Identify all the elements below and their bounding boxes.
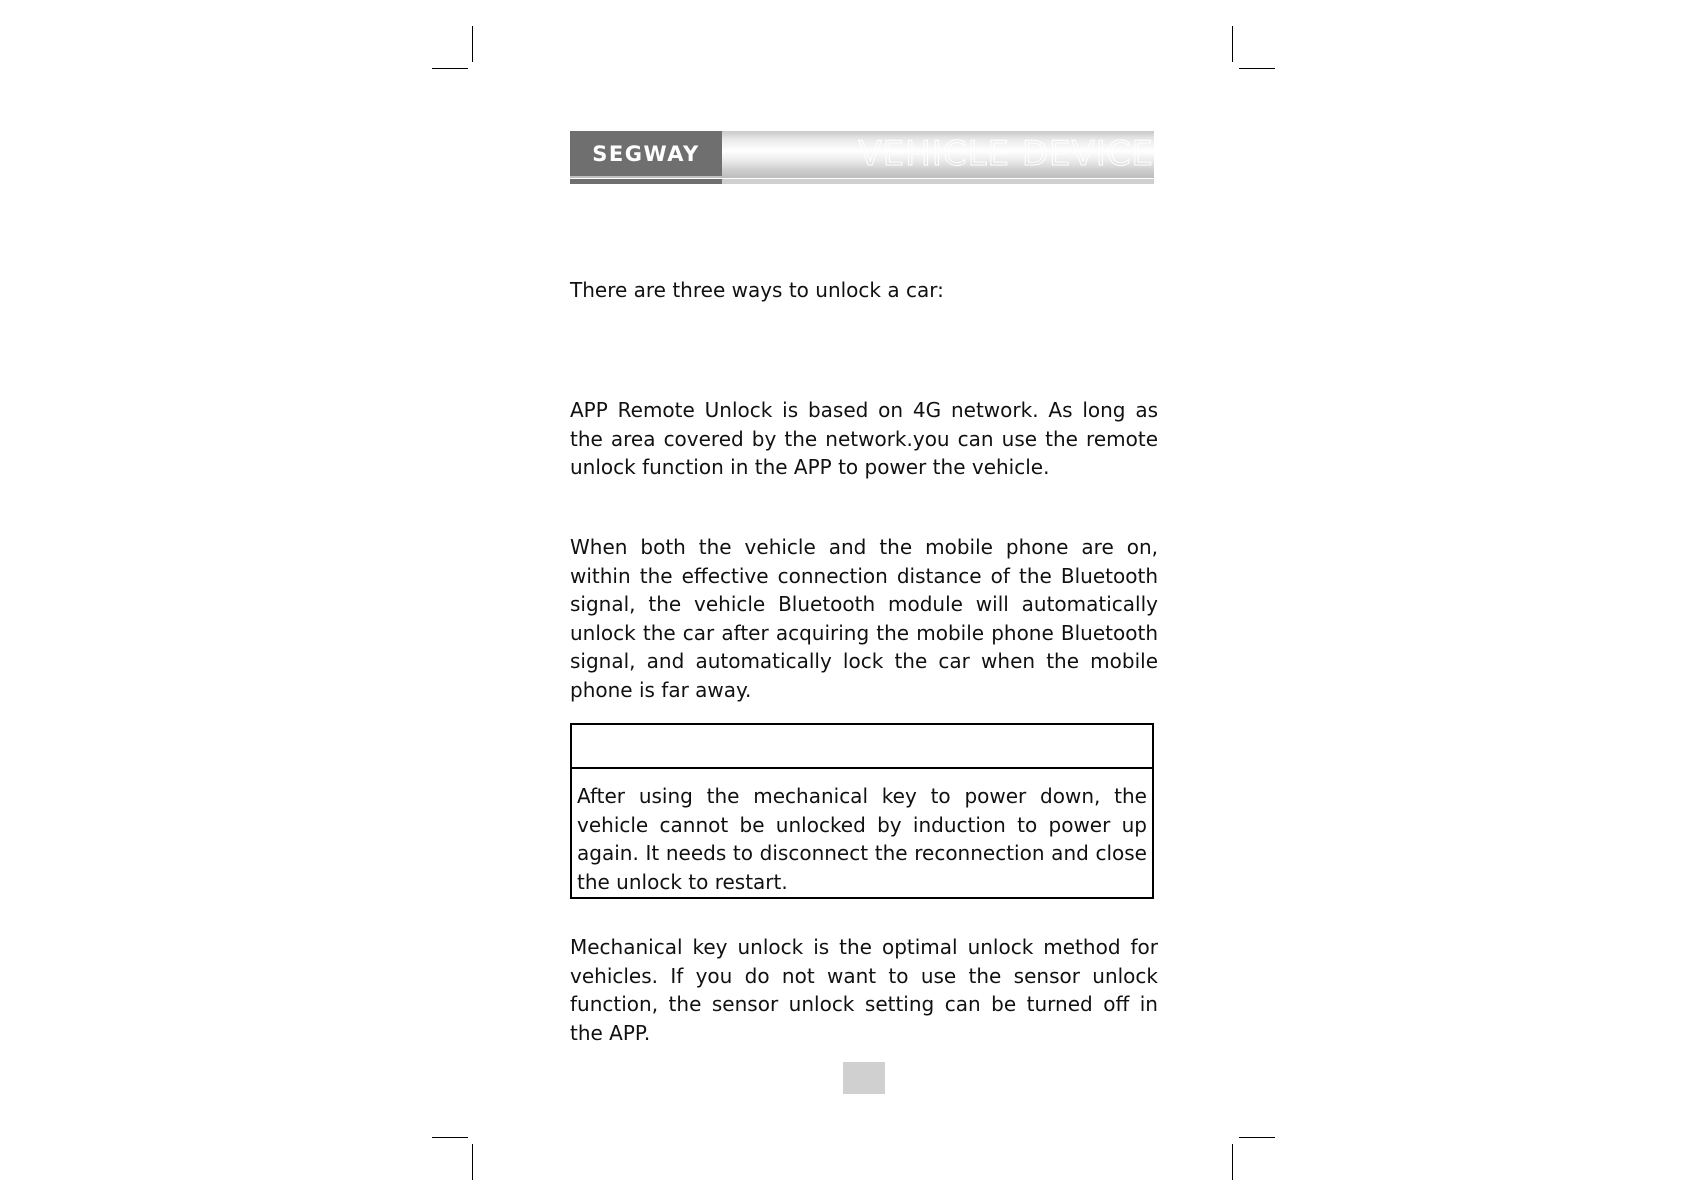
brand-logo-text: SEGWAY	[592, 141, 700, 166]
brand-logo	[570, 131, 722, 176]
header-underline-accent	[570, 179, 722, 184]
bluetooth-unlock-paragraph: When both the vehicle and the mobile phone are on, within the effective connection distance of the Bluetooth signal, the vehicle Bluetooth module will automatically unlock the car after acquiring the mobile phone Bluetooth signal, and automatically lock the car when the mobile phone is far away.	[570, 535, 1158, 702]
note-body: After using the mechanical key to power down, the vehicle cannot be unlocked by induction to power up again. It needs to disconnect the reconnection and close the unlock to restart.	[577, 784, 1147, 894]
crop-mark-top-left-vertical	[472, 26, 473, 62]
crop-mark-bottom-right-horizontal	[1239, 1137, 1275, 1138]
note-header	[572, 725, 1152, 769]
crop-mark-top-right-horizontal	[1239, 68, 1275, 69]
crop-mark-bottom-left-horizontal	[432, 1137, 468, 1138]
crop-mark-top-right-vertical	[1232, 26, 1233, 62]
mechanical-unlock-paragraph: Mechanical key unlock is the optimal unlock method for vehicles. If you do not want to use the sensor unlock function, the sensor unlock setting can be turned off in the APP.	[570, 935, 1158, 1045]
section-title: VEHICLE DEVICE	[858, 134, 1154, 174]
app-unlock-paragraph: APP Remote Unlock is based on 4G network. As long as the area covered by the network.you can use the remote unlock function in the APP to power the vehicle.	[570, 398, 1158, 479]
crop-mark-bottom-left-vertical	[472, 1144, 473, 1180]
note-box	[570, 723, 1154, 899]
page-number-marker	[843, 1062, 885, 1094]
crop-mark-top-left-horizontal	[432, 68, 468, 69]
intro-paragraph: There are three ways to unlock a car:	[570, 278, 944, 302]
crop-mark-bottom-right-vertical	[1232, 1144, 1233, 1180]
